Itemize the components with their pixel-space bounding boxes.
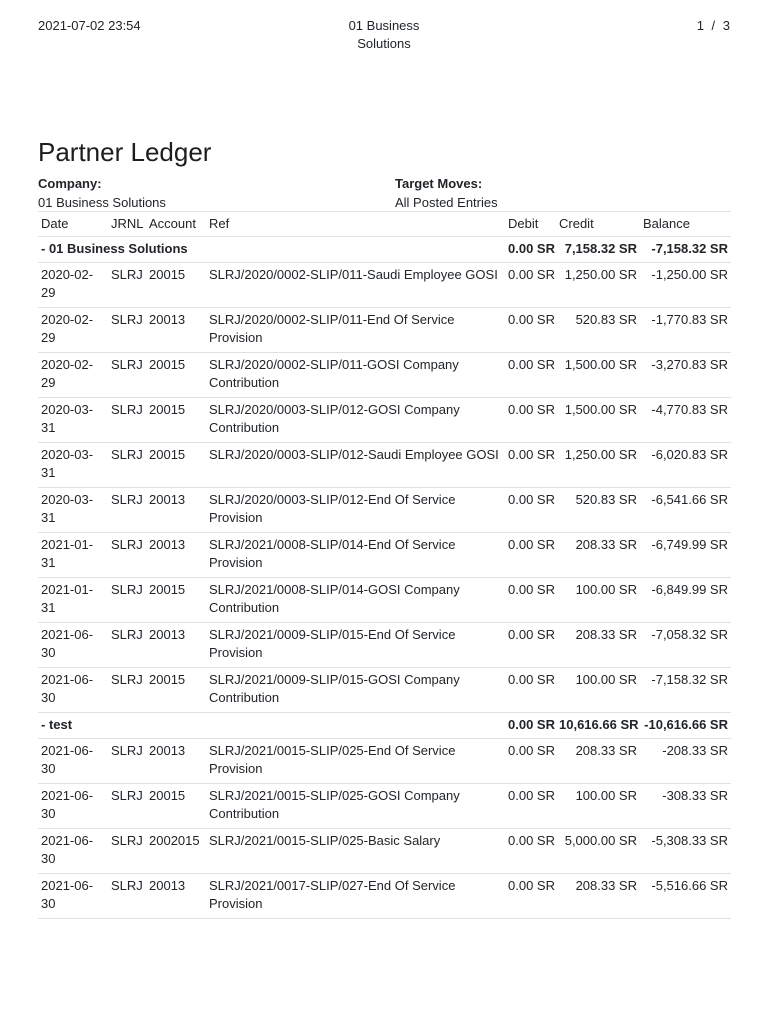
target-moves-info <box>395 174 498 212</box>
cell-credit: 520.83 SR <box>556 308 640 353</box>
cell-ref: SLRJ/2020/0002-SLIP/011-GOSI Company Contribution <box>206 353 505 398</box>
cell-credit: 5,000.00 SR <box>556 829 640 874</box>
report-info <box>38 174 731 211</box>
cell-account: 20013 <box>146 308 206 353</box>
cell-credit: 208.33 SR <box>556 874 640 919</box>
cell-account: 20015 <box>146 263 206 308</box>
cell-account: 20013 <box>146 488 206 533</box>
table-row <box>38 874 731 919</box>
table-row <box>38 668 731 713</box>
cell-jrnl: SLRJ <box>108 398 146 443</box>
cell-ref: SLRJ/2020/0003-SLIP/012-End Of Service Provision <box>206 488 505 533</box>
cell-debit: 0.00 SR <box>505 533 556 578</box>
target-moves-label: Target Moves: <box>395 176 483 191</box>
cell-credit: 100.00 SR <box>556 784 640 829</box>
partner-group-debit: 0.00 SR <box>505 237 556 263</box>
column-header-debit: Debit <box>505 212 556 237</box>
cell-account: 20015 <box>146 578 206 623</box>
table-row <box>38 263 731 308</box>
cell-debit: 0.00 SR <box>505 308 556 353</box>
table-row <box>38 353 731 398</box>
column-header-credit: Credit <box>556 212 640 237</box>
cell-ref: SLRJ/2021/0017-SLIP/027-End Of Service Provision <box>206 874 505 919</box>
table-row <box>38 398 731 443</box>
cell-ref: SLRJ/2020/0002-SLIP/011-End Of Service Provision <box>206 308 505 353</box>
cell-credit: 520.83 SR <box>556 488 640 533</box>
cell-date: 2021-01-31 <box>38 578 108 623</box>
cell-balance: -3,270.83 SR <box>640 353 731 398</box>
cell-jrnl: SLRJ <box>108 578 146 623</box>
print-company-name: 01 Business Solutions <box>348 18 420 51</box>
table-row <box>38 308 731 353</box>
cell-date: 2021-06-30 <box>38 623 108 668</box>
partner-ledger-report <box>38 134 731 919</box>
company-value: 01 Business Solutions <box>38 195 166 210</box>
partner-group-credit: 7,158.32 SR <box>556 237 640 263</box>
table-row <box>38 739 731 784</box>
cell-date: 2021-06-30 <box>38 874 108 919</box>
cell-account: 2002015 <box>146 829 206 874</box>
cell-debit: 0.00 SR <box>505 874 556 919</box>
cell-date: 2020-02-29 <box>38 308 108 353</box>
cell-balance: -7,158.32 SR <box>640 668 731 713</box>
partner-group-name: - test <box>38 713 505 739</box>
cell-balance: -1,250.00 SR <box>640 263 731 308</box>
cell-account: 20013 <box>146 623 206 668</box>
report-title: Partner Ledger <box>38 137 212 167</box>
cell-ref: SLRJ/2021/0015-SLIP/025-End Of Service Provision <box>206 739 505 784</box>
cell-balance: -308.33 SR <box>640 784 731 829</box>
cell-jrnl: SLRJ <box>108 263 146 308</box>
partner-group-balance: -10,616.66 SR <box>640 713 731 739</box>
cell-ref: SLRJ/2021/0008-SLIP/014-End Of Service Provision <box>206 533 505 578</box>
cell-credit: 1,250.00 SR <box>556 443 640 488</box>
cell-debit: 0.00 SR <box>505 353 556 398</box>
table-row <box>38 488 731 533</box>
cell-jrnl: SLRJ <box>108 739 146 784</box>
cell-jrnl: SLRJ <box>108 443 146 488</box>
cell-jrnl: SLRJ <box>108 533 146 578</box>
cell-jrnl: SLRJ <box>108 488 146 533</box>
cell-balance: -4,770.83 SR <box>640 398 731 443</box>
table-row <box>38 623 731 668</box>
cell-date: 2020-03-31 <box>38 488 108 533</box>
cell-balance: -6,541.66 SR <box>640 488 731 533</box>
target-moves-value: All Posted Entries <box>395 195 498 210</box>
cell-account: 20015 <box>146 784 206 829</box>
cell-debit: 0.00 SR <box>505 263 556 308</box>
company-label: Company: <box>38 176 102 191</box>
ledger-table <box>38 211 731 919</box>
cell-debit: 0.00 SR <box>505 578 556 623</box>
cell-balance: -7,058.32 SR <box>640 623 731 668</box>
cell-credit: 208.33 SR <box>556 623 640 668</box>
partner-group-row <box>38 713 731 739</box>
cell-account: 20013 <box>146 533 206 578</box>
column-header-ref: Ref <box>206 212 505 237</box>
cell-credit: 100.00 SR <box>556 578 640 623</box>
table-header-row <box>38 212 731 237</box>
cell-credit: 208.33 SR <box>556 533 640 578</box>
cell-account: 20013 <box>146 739 206 784</box>
cell-date: 2021-06-30 <box>38 829 108 874</box>
cell-account: 20015 <box>146 443 206 488</box>
column-header-account: Account <box>146 212 206 237</box>
cell-debit: 0.00 SR <box>505 829 556 874</box>
table-row <box>38 784 731 829</box>
cell-credit: 1,500.00 SR <box>556 353 640 398</box>
cell-balance: -5,516.66 SR <box>640 874 731 919</box>
cell-account: 20015 <box>146 668 206 713</box>
column-header-jrnl: JRNL <box>108 212 146 237</box>
partner-group-credit: 10,616.66 SR <box>556 713 640 739</box>
cell-date: 2021-01-31 <box>38 533 108 578</box>
cell-credit: 100.00 SR <box>556 668 640 713</box>
cell-balance: -5,308.33 SR <box>640 829 731 874</box>
cell-debit: 0.00 SR <box>505 668 556 713</box>
cell-ref: SLRJ/2021/0009-SLIP/015-End Of Service Provision <box>206 623 505 668</box>
cell-credit: 1,250.00 SR <box>556 263 640 308</box>
cell-jrnl: SLRJ <box>108 874 146 919</box>
cell-account: 20015 <box>146 398 206 443</box>
column-header-date: Date <box>38 212 108 237</box>
cell-ref: SLRJ/2021/0015-SLIP/025-GOSI Company Contribution <box>206 784 505 829</box>
cell-balance: -1,770.83 SR <box>640 308 731 353</box>
partner-group-debit: 0.00 SR <box>505 713 556 739</box>
cell-balance: -208.33 SR <box>640 739 731 784</box>
cell-date: 2020-03-31 <box>38 398 108 443</box>
ledger-body <box>38 237 731 919</box>
cell-balance: -6,749.99 SR <box>640 533 731 578</box>
cell-balance: -6,020.83 SR <box>640 443 731 488</box>
partner-group-balance: -7,158.32 SR <box>640 237 731 263</box>
cell-debit: 0.00 SR <box>505 623 556 668</box>
partner-group-row <box>38 237 731 263</box>
table-row <box>38 533 731 578</box>
cell-jrnl: SLRJ <box>108 308 146 353</box>
cell-debit: 0.00 SR <box>505 784 556 829</box>
print-header <box>38 17 730 57</box>
cell-account: 20013 <box>146 874 206 919</box>
cell-credit: 1,500.00 SR <box>556 398 640 443</box>
cell-jrnl: SLRJ <box>108 623 146 668</box>
table-row <box>38 829 731 874</box>
cell-debit: 0.00 SR <box>505 739 556 784</box>
cell-jrnl: SLRJ <box>108 829 146 874</box>
cell-ref: SLRJ/2021/0009-SLIP/015-GOSI Company Contribution <box>206 668 505 713</box>
cell-debit: 0.00 SR <box>505 398 556 443</box>
table-row <box>38 578 731 623</box>
cell-date: 2021-06-30 <box>38 739 108 784</box>
cell-date: 2020-02-29 <box>38 353 108 398</box>
table-row <box>38 443 731 488</box>
cell-jrnl: SLRJ <box>108 668 146 713</box>
cell-date: 2020-02-29 <box>38 263 108 308</box>
cell-ref: SLRJ/2020/0003-SLIP/012-Saudi Employee GOSI <box>206 443 505 488</box>
cell-ref: SLRJ/2021/0015-SLIP/025-Basic Salary <box>206 829 505 874</box>
column-header-balance: Balance <box>640 212 731 237</box>
cell-jrnl: SLRJ <box>108 353 146 398</box>
cell-ref: SLRJ/2020/0003-SLIP/012-GOSI Company Contribution <box>206 398 505 443</box>
cell-jrnl: SLRJ <box>108 784 146 829</box>
page-counter: 1 / 3 <box>696 18 730 33</box>
cell-debit: 0.00 SR <box>505 443 556 488</box>
partner-group-name: - 01 Business Solutions <box>38 237 505 263</box>
cell-date: 2021-06-30 <box>38 668 108 713</box>
cell-ref: SLRJ/2020/0002-SLIP/011-Saudi Employee GOSI <box>206 263 505 308</box>
cell-date: 2020-03-31 <box>38 443 108 488</box>
cell-date: 2021-06-30 <box>38 784 108 829</box>
company-info <box>38 174 166 212</box>
cell-credit: 208.33 SR <box>556 739 640 784</box>
cell-account: 20015 <box>146 353 206 398</box>
cell-debit: 0.00 SR <box>505 488 556 533</box>
cell-balance: -6,849.99 SR <box>640 578 731 623</box>
print-datetime: 2021-07-02 23:54 <box>38 18 141 33</box>
cell-ref: SLRJ/2021/0008-SLIP/014-GOSI Company Contribution <box>206 578 505 623</box>
